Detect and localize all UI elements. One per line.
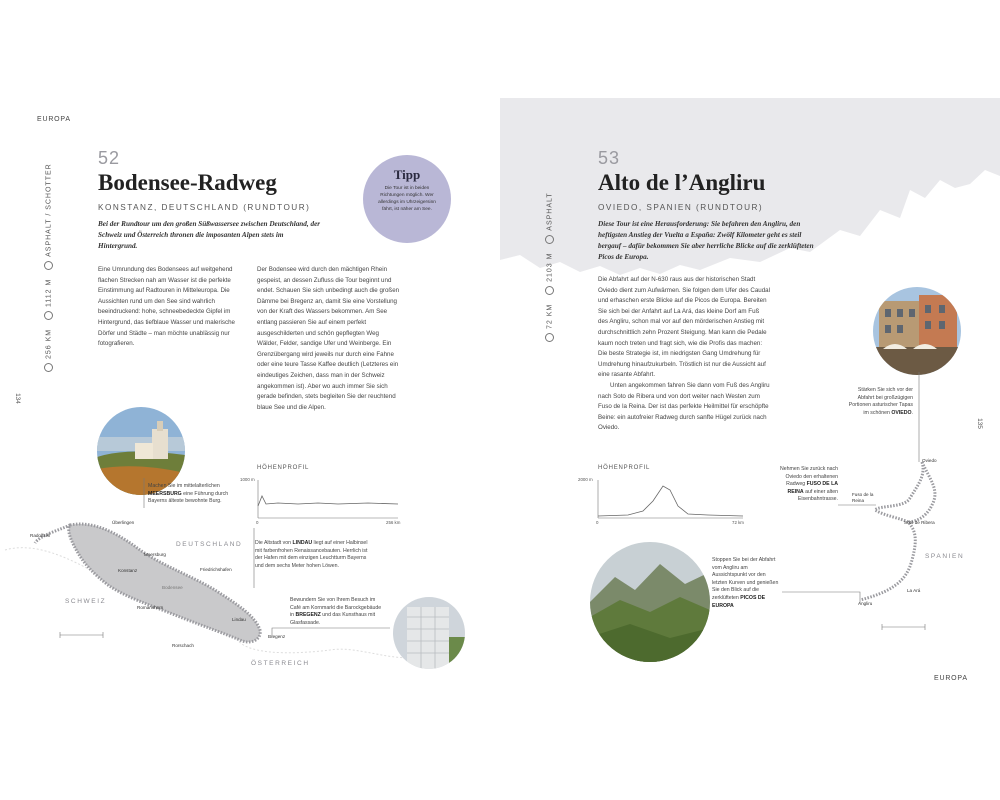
tipp-badge — [363, 155, 451, 243]
tour-subtitle-53: OVIEDO, SPANIEN (RUNDTOUR) — [598, 203, 764, 212]
stat-surface: ASPHALT — [546, 192, 554, 231]
elevation-icon — [44, 311, 53, 320]
leader-line-bregenz — [270, 620, 400, 640]
place-konstanz: Konstanz — [118, 568, 138, 573]
place-la-ara: La Ará — [907, 588, 921, 593]
stat-distance: 256 KM — [45, 328, 53, 359]
page-number-right: 135 — [975, 418, 983, 429]
profile-ymax: 1000 m — [240, 477, 255, 482]
distance-icon — [44, 363, 53, 372]
stat-surface: ASPHALT / SCHOTTER — [45, 163, 53, 257]
map-scale-right — [880, 622, 930, 632]
tour-lead-53: Diese Tour ist eine Herausforderung: Sie befahren den Angliru, den heftigsten Anstieg der Vuelta a España: Zwölf Kilometer geht es steil bergauf – dafür bekommen Sie aber herrliche Blicke auf die zerklüfteten Picos de Europa. — [598, 220, 814, 261]
tour-lead: Bei der Rundtour um den großen Süßwassersee zwischen Deutschland, der Schweiz und Österreich thronen die imposanten Alpen stets im Hintergrund. — [98, 220, 321, 250]
profile-title-53: HÖHENPROFIL — [598, 465, 651, 471]
profile-x0: 0 — [256, 520, 259, 525]
profile-xmax: 256 km — [386, 520, 401, 525]
distance-icon — [545, 333, 554, 342]
elevation-profile-chart-53 — [578, 476, 748, 528]
bregenz-photo — [393, 597, 465, 669]
place-ueberlingen: Überlingen — [112, 520, 135, 525]
place-meersburg: Meersburg — [144, 552, 166, 557]
place-bregenz: Bregenz — [268, 634, 286, 639]
tour-number-53: 53 — [598, 148, 621, 168]
running-head-right: EUROPA — [934, 675, 968, 682]
body-column-1: Eine Umrundung des Bodensees auf weitgehend flachen Strecken nah am Wasser ist die perfekte Einstimmung auf Radtouren in Mitteleuropa. Die Aussichten rund um den See sind wahrlich beeindruckend: hohe, schneebedeckte Gipfel im Hintergrund, das tiefblaue Wasser und malerische Dörfer und Städte – man möchte unablässig nur fotografieren. — [98, 266, 235, 348]
caption-bregenz: Bewundern Sie von Ihrem Besuch im Café am Kornmarkt die Barockgebäude in BREGENZ und das Kunsthaus mit Glasfassade. — [290, 597, 382, 626]
leader-line-oviedo — [915, 372, 923, 462]
tour-title-53: Alto de l’Angliru — [598, 170, 766, 195]
paragraph-2: Unten angekommen fahren Sie dann vom Fuß des Angliru nach Soto de Ribera und von dort weiter nach Westen zum Fuso de la Reina. Der ist das perfekte Heilmittel für erschöpfte Beine: ein autofreier Radweg durch sanfte Hügel zurück nach Oviedo. — [598, 381, 770, 432]
place-oviedo: Oviedo — [922, 458, 937, 463]
tour-subtitle: KONSTANZ, DEUTSCHLAND (RUNDTOUR) — [98, 203, 311, 212]
caption-picos: Stoppen Sie bei der Abfahrt vom Angliru am Aussichtspunkt vor den letzten Kurven und genießen Sie den Blick auf die zerklüfteten PICOS DE EUROPA — [712, 557, 779, 609]
body-column-2: Der Bodensee wird durch den mächtigen Rhein gespeist, an dessen Zufluss die Tour beginnt und endet. Schauen Sie sich unbedingt auch die großen Dämme bei Bregenz an, damit Sie eine Vorstellung von der Kraft des Wassers bekommen. Am See entlang passieren Sie auf einem perfekt ausgeschilderten und schön gepflegten Weg Wälder, Felder, sandige Ufer und Weinberge. Ein Grenzübergang wird jeweils nur durch eine Fahne oder eine teure Tasse Kaffee deutlich (Letzteres ein eindeutiges Zeichen, dass man in der Schweiz angekommen ist). Aber wo auch immer Sie sich gerade befinden, stets begleiten Sie der reuchtend blaue See und die Alpen. — [257, 266, 400, 411]
leader-line-meersburg — [140, 478, 148, 508]
profile-xmax-53: 72 km — [732, 520, 744, 525]
caption-meersburg: Machen Sie im mittelalterlichen MEERSBURG eine Führung durch Bayerns älteste bewohnte Burg. — [148, 483, 229, 505]
surface-icon — [545, 235, 554, 244]
bodensee-map — [0, 505, 440, 675]
tipp-text: Die Tour ist in beiden Richtungen möglich. Wer allerdings im Uhrzeigersinn fährt, ist näher am See. — [378, 186, 436, 212]
profile-ymax-53: 2000 m — [578, 477, 593, 482]
running-head-left: EUROPA — [37, 116, 71, 123]
tour-number: 52 — [98, 148, 121, 168]
place-friedrichshafen: Friedrichshafen — [200, 567, 232, 572]
place-angliru: Angliru — [858, 601, 873, 606]
caption-fuso: Nehmen Sie zurück nach Oviedo den erhaltenen Radweg FUSO DE LA REINA auf einer alten Eisenbahntrasse. — [780, 466, 838, 503]
stat-distance: 72 KM — [546, 303, 554, 329]
caption-oviedo: Stärken Sie sich vor der Abfahrt bei großzügigen Portionen asturischer Tapas im schönen OVIEDO. — [848, 387, 913, 416]
lake-label: Bodensee — [162, 585, 183, 590]
paragraph-1: Die Abfahrt auf der N-630 raus aus der historischen Stadt Oviedo dient zum Aufwärmen. Sie folgen dem Ufer des Caudal und erhaschen erste Blicke auf die Picos de Europa. Bereiten Sie sich bei der Anfahrt auf La Ará, das kleine Dorf am Fuß des Angliru, schon mal vor auf den mörderischen Anstieg mit durchschnittlich zehn Prozent Steigung. Man kann die Pedale kaum noch treten und fragt sich, wie die Profis das machen: Die beste Strategie ist, im niedrigsten Gang Umdrehung für Umdrehung hinaufzukurbeln. Tröstlich ist nur die Aussicht auf eine rasante Abfahrt. — [598, 276, 770, 379]
tipp-heading: Tipp — [393, 167, 421, 182]
country-switzerland: SCHWEIZ — [65, 598, 107, 605]
elevation-icon — [545, 286, 554, 295]
country-germany: DEUTSCHLAND — [176, 541, 243, 548]
stat-elevation: 2103 M — [546, 252, 554, 282]
tour-stats-53 — [545, 192, 554, 342]
profile-title: HÖHENPROFIL — [257, 465, 310, 471]
place-radolfzell: Radolfzell — [30, 533, 51, 538]
place-soto: Soto de Ribera — [904, 520, 935, 525]
tour-title: Bodensee-Radweg — [98, 170, 277, 195]
country-spain: SPANIEN — [925, 553, 965, 560]
profile-x0-53: 0 — [596, 520, 599, 525]
stat-elevation: 1112 M — [45, 278, 53, 308]
place-romanshorn: Romanshorn — [137, 605, 164, 610]
body-text-53 — [598, 275, 770, 434]
page-number-left: 134 — [13, 393, 21, 404]
tour-stats — [44, 163, 53, 372]
caption-lindau: Die Altstadt von LINDAU liegt auf einer Halbinsel mit farbenfrohen Renaissancebauten. Herrlich ist der Hafen mit dem einzigen Leuchtturm Bayerns und dem sechs Meter hohen Löwen. — [255, 540, 368, 569]
angliru-map — [830, 450, 970, 610]
surface-icon — [44, 261, 53, 270]
country-austria: ÖSTERREICH — [251, 660, 310, 667]
place-fuso: Fuso de la Reina — [852, 492, 874, 503]
oviedo-photo — [873, 287, 961, 375]
place-lindau: Lindau — [232, 617, 246, 622]
map-scale-left — [58, 630, 108, 640]
place-rorschach: Rorschach — [172, 643, 194, 648]
picos-photo — [590, 542, 710, 662]
